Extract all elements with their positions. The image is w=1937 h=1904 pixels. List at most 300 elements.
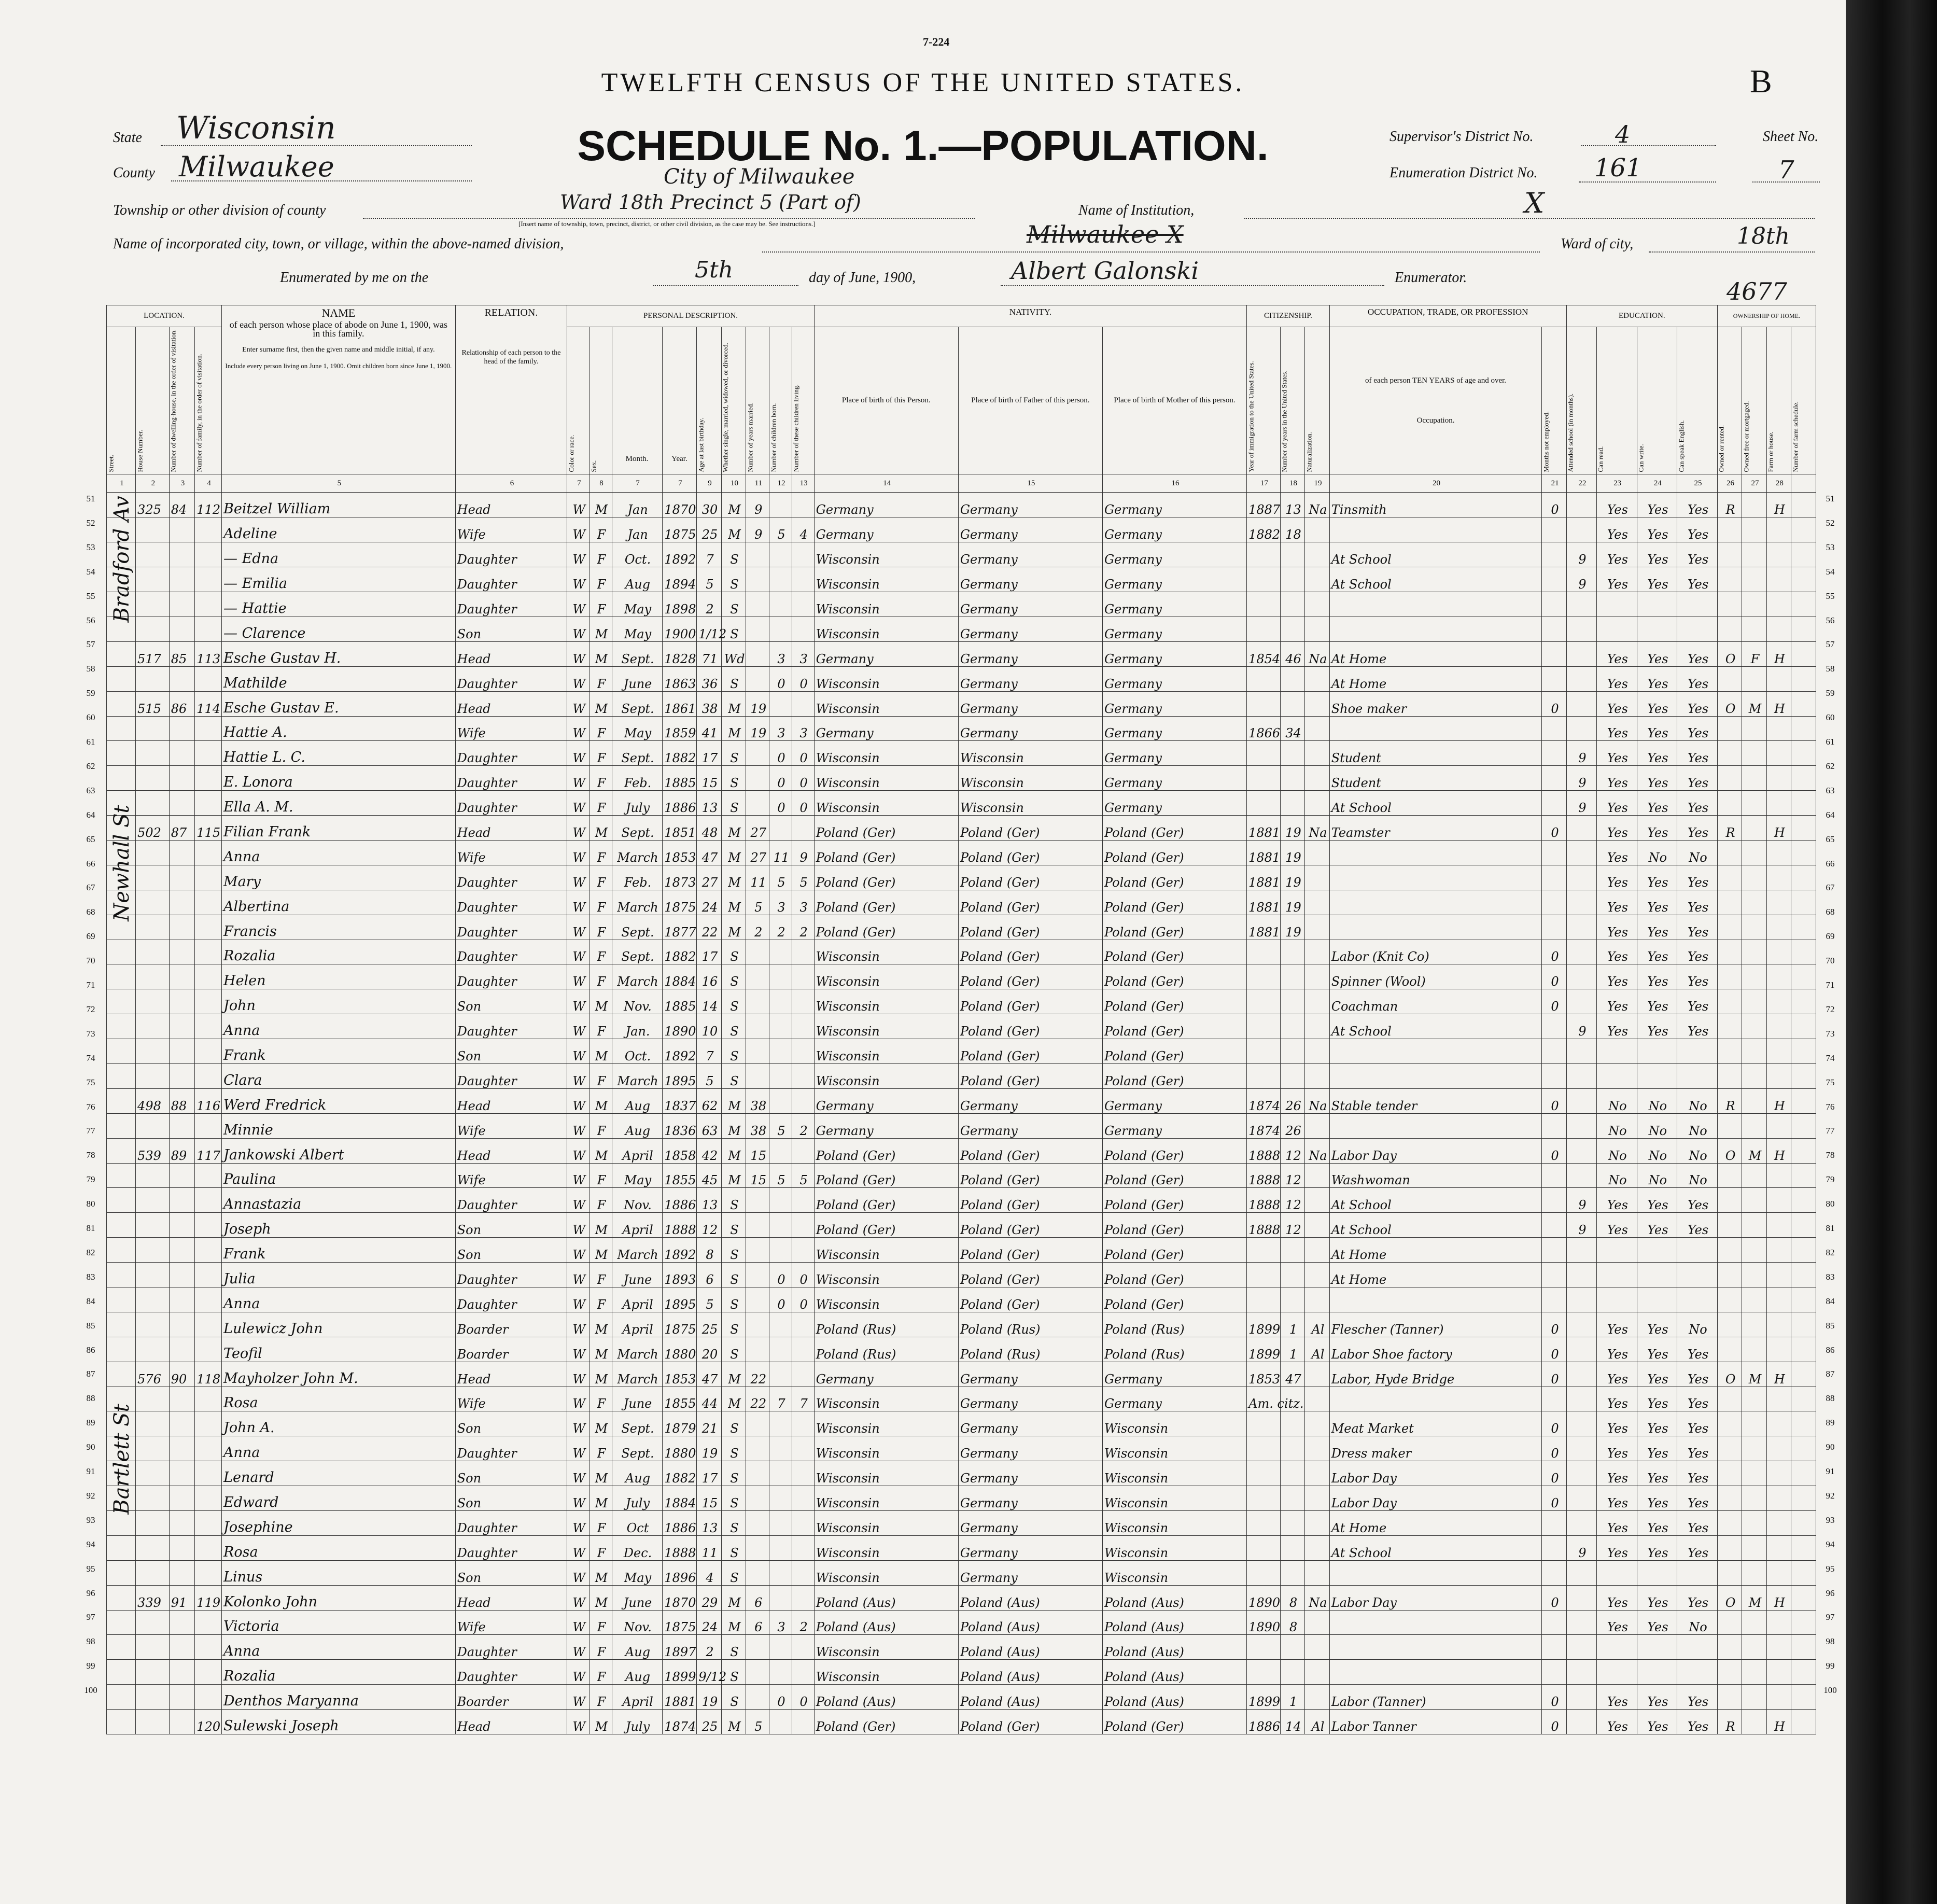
sex-cell: F	[589, 1511, 612, 1536]
children-living-cell	[792, 940, 814, 964]
occupation-cell: At School	[1329, 1014, 1542, 1039]
free-mortgaged-cell: M	[1742, 691, 1766, 716]
family-number-cell	[195, 1660, 222, 1685]
birth-month-cell: Sept.	[612, 915, 662, 940]
occupation-cell: At School	[1329, 567, 1542, 592]
table-row	[107, 1585, 1816, 1610]
owned-rented-cell	[1717, 1163, 1742, 1188]
birthplace-cell: Wisconsin	[814, 1387, 958, 1411]
line-number: 71	[1826, 980, 1835, 990]
can-read-cell	[1596, 1063, 1637, 1088]
mother-birthplace-cell: Germany	[1102, 542, 1246, 567]
naturalization-cell	[1305, 940, 1329, 964]
years-in-us-cell	[1280, 1560, 1304, 1585]
marital-status-cell: M	[721, 1113, 746, 1138]
immigration-year-cell	[1247, 1511, 1281, 1536]
age-cell: 27	[697, 865, 721, 890]
family-number-cell	[195, 1213, 222, 1238]
person-name-cell: John A.	[222, 1411, 456, 1436]
dwelling-number-cell: 84	[169, 493, 195, 517]
years-in-us-cell: 19	[1280, 890, 1304, 915]
birth-month-cell: Oct	[612, 1511, 662, 1536]
mother-birthplace-cell: Poland (Aus)	[1102, 1610, 1246, 1635]
color-cell: W	[567, 1163, 589, 1188]
birth-year-cell: 1893	[662, 1263, 697, 1287]
speaks-english-cell: Yes	[1677, 1362, 1718, 1387]
color-cell: W	[567, 1113, 589, 1138]
years-in-us-cell: 1	[1280, 1685, 1304, 1710]
birth-month-cell: Sept.	[612, 641, 662, 666]
person-name-cell: Mayholzer John M.	[222, 1362, 456, 1387]
line-number: 83	[86, 1271, 95, 1282]
naturalization-cell	[1305, 964, 1329, 989]
children-living-cell	[792, 1710, 814, 1734]
birth-year-cell: 1886	[662, 791, 697, 816]
age-cell: 5	[697, 1287, 721, 1312]
person-name-cell: Victoria	[222, 1610, 456, 1635]
years-married-cell: 5	[746, 1710, 769, 1734]
father-birthplace-cell: Germany	[958, 691, 1102, 716]
can-read-cell: Yes	[1596, 1213, 1637, 1238]
can-read-cell: Yes	[1596, 989, 1637, 1014]
color-cell: W	[567, 493, 589, 517]
owned-rented-cell	[1717, 1387, 1742, 1411]
father-birthplace-cell: Poland (Ger)	[958, 890, 1102, 915]
birthplace-cell: Wisconsin	[814, 1660, 958, 1685]
farm-house-cell	[1766, 1436, 1791, 1461]
relation-cell: Wife	[455, 1387, 567, 1411]
school-months-cell: 9	[1566, 791, 1596, 816]
occupation-cell	[1329, 1635, 1542, 1660]
farm-house-cell	[1766, 666, 1791, 691]
naturalization-cell	[1305, 1411, 1329, 1436]
can-read-cell: Yes	[1596, 964, 1637, 989]
person-name-cell: Sulewski Joseph	[222, 1710, 456, 1734]
father-birthplace-cell: Poland (Aus)	[958, 1660, 1102, 1685]
sex-cell: F	[589, 1188, 612, 1213]
children-born-cell	[769, 1362, 792, 1387]
school-months-cell	[1566, 1461, 1596, 1486]
years-married-cell	[746, 641, 769, 666]
dwelling-number-cell: 88	[169, 1088, 195, 1113]
occupation-cell	[1329, 1287, 1542, 1312]
person-name-cell: Frank	[222, 1238, 456, 1263]
farm-house-cell	[1766, 791, 1791, 816]
line-number: 98	[1826, 1636, 1835, 1647]
children-born-cell	[769, 1461, 792, 1486]
dwelling-number-cell	[169, 1188, 195, 1213]
color-cell: W	[567, 617, 589, 641]
column-number: 20	[1329, 474, 1542, 493]
naturalization-cell	[1305, 1387, 1329, 1411]
owned-rented-cell	[1717, 915, 1742, 940]
years-in-us-cell	[1280, 1063, 1304, 1088]
birth-month-cell: May	[612, 617, 662, 641]
immigration-year-cell	[1247, 1039, 1281, 1064]
can-write-cell: Yes	[1637, 1188, 1677, 1213]
mother-birthplace-cell: Wisconsin	[1102, 1411, 1246, 1436]
speaks-english-cell: Yes	[1677, 865, 1718, 890]
birth-month-cell: Aug	[612, 1113, 662, 1138]
farm-schedule-cell	[1791, 716, 1816, 741]
house-number-cell	[136, 1014, 170, 1039]
age-cell: 17	[697, 940, 721, 964]
age-cell: 2	[697, 592, 721, 617]
free-mortgaged-cell	[1742, 1238, 1766, 1263]
school-months-cell	[1566, 1163, 1596, 1188]
mother-birthplace-cell: Germany	[1102, 617, 1246, 641]
father-birthplace-cell: Poland (Ger)	[958, 1014, 1102, 1039]
can-write-cell: Yes	[1637, 1610, 1677, 1635]
person-name-cell: Mathilde	[222, 666, 456, 691]
color-cell: W	[567, 1511, 589, 1536]
owned-rented-cell	[1717, 1660, 1742, 1685]
dwelling-number-cell	[169, 1486, 195, 1511]
farm-house-cell	[1766, 1610, 1791, 1635]
table-row	[107, 493, 1816, 517]
line-number: 74	[1826, 1053, 1835, 1063]
sex-cell: F	[589, 1535, 612, 1560]
mother-birthplace-cell: Wisconsin	[1102, 1535, 1246, 1560]
speaks-english-cell: Yes	[1677, 1511, 1718, 1536]
family-number-cell	[195, 1436, 222, 1461]
years-married-col: Number of years married.	[746, 327, 769, 474]
age-cell: 12	[697, 1213, 721, 1238]
line-number: 98	[86, 1636, 95, 1647]
farm-house-cell	[1766, 1238, 1791, 1263]
family-number-cell: 120	[195, 1710, 222, 1734]
naturalization-cell	[1305, 1188, 1329, 1213]
owned-rented-cell	[1717, 940, 1742, 964]
children-born-cell: 11	[769, 840, 792, 865]
birth-year-cell: 1875	[662, 890, 697, 915]
person-name-cell: Lulewicz John	[222, 1312, 456, 1337]
person-name-cell: Anna	[222, 1014, 456, 1039]
age-cell: 16	[697, 964, 721, 989]
dwelling-number-cell	[169, 1461, 195, 1486]
relation-cell: Boarder	[455, 1685, 567, 1710]
occupation-cell	[1329, 1113, 1542, 1138]
line-number: 81	[1826, 1223, 1835, 1233]
table-row	[107, 1486, 1816, 1511]
speaks-english-cell: Yes	[1677, 816, 1718, 841]
birthplace-cell: Wisconsin	[814, 791, 958, 816]
line-number: 54	[1826, 566, 1835, 577]
house-number-cell	[136, 1486, 170, 1511]
table-row	[107, 1436, 1816, 1461]
line-number: 55	[86, 591, 95, 601]
write-col: Can write.	[1637, 327, 1677, 474]
occupation-cell: Labor Tanner	[1329, 1710, 1542, 1734]
free-mortgaged-cell	[1742, 1486, 1766, 1511]
children-born-cell: 2	[769, 915, 792, 940]
owned-rented-cell	[1717, 964, 1742, 989]
person-name-cell: Helen	[222, 964, 456, 989]
immigration-year-cell: 1881	[1247, 840, 1281, 865]
house-number-cell	[136, 1535, 170, 1560]
years-in-us-cell: 18	[1280, 517, 1304, 542]
age-cell: 20	[697, 1337, 721, 1362]
immigration-year-cell: 1890	[1247, 1610, 1281, 1635]
age-cell: 19	[697, 1685, 721, 1710]
line-number: 86	[1826, 1345, 1835, 1355]
months-unemployed-cell: 0	[1542, 964, 1566, 989]
person-name-cell: — Emilia	[222, 567, 456, 592]
years-in-us-cell: 1	[1280, 1312, 1304, 1337]
speaks-english-cell	[1677, 1238, 1718, 1263]
family-col: Number of family, in the order of visitation.	[195, 327, 222, 474]
family-number-cell	[195, 840, 222, 865]
line-number: 65	[1826, 834, 1835, 844]
pob-mother-col: Place of birth of Mother of this person.	[1102, 327, 1246, 474]
months-unemployed-cell: 0	[1542, 1585, 1566, 1610]
mother-birthplace-cell: Germany	[1102, 567, 1246, 592]
father-birthplace-cell: Poland (Ger)	[958, 989, 1102, 1014]
table-row	[107, 1088, 1816, 1113]
person-name-cell: Mary	[222, 865, 456, 890]
house-number-cell	[136, 1387, 170, 1411]
children-born-cell	[769, 1560, 792, 1585]
can-read-cell: Yes	[1596, 1461, 1637, 1486]
age-cell: 62	[697, 1088, 721, 1113]
institution-label: Name of Institution,	[1078, 202, 1195, 218]
father-birthplace-cell: Poland (Aus)	[958, 1685, 1102, 1710]
farm-schedule-cell	[1791, 1535, 1816, 1560]
line-number: 94	[86, 1539, 95, 1549]
occupation-cell	[1329, 1063, 1542, 1088]
owned-rented-cell	[1717, 1188, 1742, 1213]
naturalization-cell	[1305, 1560, 1329, 1585]
years-married-cell	[746, 1312, 769, 1337]
relation-header	[455, 305, 567, 474]
occupation-cell: At School	[1329, 1535, 1542, 1560]
school-months-cell	[1566, 1436, 1596, 1461]
street-cell	[107, 1088, 136, 1113]
free-mortgaged-cell	[1742, 1337, 1766, 1362]
school-months-cell	[1566, 517, 1596, 542]
naturalization-cell	[1305, 1635, 1329, 1660]
family-number-cell	[195, 940, 222, 964]
farm-schedule-cell	[1791, 1436, 1816, 1461]
mother-birthplace-cell: Poland (Ger)	[1102, 1188, 1246, 1213]
marital-status-cell: S	[721, 940, 746, 964]
can-read-cell: Yes	[1596, 517, 1637, 542]
line-number: 88	[86, 1393, 95, 1404]
owned-rented-cell	[1717, 1461, 1742, 1486]
occupation-sub: of each person TEN YEARS of age and over.	[1365, 376, 1507, 385]
table-row	[107, 1635, 1816, 1660]
naturalization-cell	[1305, 1511, 1329, 1536]
months-unemployed-cell	[1542, 716, 1566, 741]
mother-birthplace-cell: Poland (Ger)	[1102, 1238, 1246, 1263]
occupation-cell: Labor Day	[1329, 1461, 1542, 1486]
free-mortgaged-cell	[1742, 840, 1766, 865]
years-in-us-cell: 19	[1280, 840, 1304, 865]
birthplace-cell: Poland (Ger)	[814, 915, 958, 940]
father-birthplace-cell: Poland (Ger)	[958, 1063, 1102, 1088]
school-months-cell	[1566, 989, 1596, 1014]
house-number-cell	[136, 1337, 170, 1362]
dwelling-number-cell	[169, 890, 195, 915]
years-married-cell	[746, 1263, 769, 1287]
farm-schedule-cell	[1791, 890, 1816, 915]
speaks-english-cell: Yes	[1677, 1188, 1718, 1213]
birth-year-cell: 1870	[662, 1585, 697, 1610]
farm-house-cell: H	[1766, 641, 1791, 666]
farm-schedule-cell	[1791, 1560, 1816, 1585]
marital-status-cell: S	[721, 741, 746, 766]
children-born-cell: 3	[769, 641, 792, 666]
naturalization-cell	[1305, 1213, 1329, 1238]
free-mortgaged-cell	[1742, 1014, 1766, 1039]
age-cell: 47	[697, 840, 721, 865]
dwelling-number-cell	[169, 1560, 195, 1585]
column-number: 8	[589, 474, 612, 493]
relation-cell: Head	[455, 1088, 567, 1113]
dwelling-number-cell	[169, 766, 195, 791]
years-in-us-cell: 46	[1280, 641, 1304, 666]
immigration-year-cell: 1874	[1247, 1113, 1281, 1138]
children-living-cell: 3	[792, 890, 814, 915]
color-cell: W	[567, 1337, 589, 1362]
months-unemployed-cell	[1542, 741, 1566, 766]
school-months-cell	[1566, 1635, 1596, 1660]
mother-birthplace-cell: Wisconsin	[1102, 1560, 1246, 1585]
birth-month-cell: Sept.	[612, 741, 662, 766]
immigration-year-cell	[1247, 1535, 1281, 1560]
line-number: 59	[1826, 688, 1835, 698]
mother-birthplace-cell: Germany	[1102, 691, 1246, 716]
marital-status-cell: M	[721, 1362, 746, 1387]
immigration-year-cell: 1899	[1247, 1685, 1281, 1710]
can-read-cell: Yes	[1596, 1436, 1637, 1461]
birthplace-cell: Wisconsin	[814, 1238, 958, 1263]
birthplace-cell: Wisconsin	[814, 1436, 958, 1461]
marital-status-cell: S	[721, 542, 746, 567]
birth-year-cell: 1863	[662, 666, 697, 691]
free-mortgaged-cell	[1742, 865, 1766, 890]
owned-rented-cell	[1717, 1063, 1742, 1088]
color-cell: W	[567, 1387, 589, 1411]
age-cell: 2	[697, 1635, 721, 1660]
birthplace-cell: Wisconsin	[814, 741, 958, 766]
person-name-cell: Kolonko John	[222, 1585, 456, 1610]
farm-house-cell	[1766, 1063, 1791, 1088]
immigration-year-cell	[1247, 1411, 1281, 1436]
house-number-cell	[136, 1461, 170, 1486]
naturalization-cell	[1305, 840, 1329, 865]
family-number-cell	[195, 964, 222, 989]
father-birthplace-cell: Germany	[958, 1411, 1102, 1436]
naturalization-cell	[1305, 716, 1329, 741]
column-number: 7	[612, 474, 662, 493]
line-number: 66	[1826, 858, 1835, 869]
person-name-cell: Rosa	[222, 1387, 456, 1411]
can-read-cell: Yes	[1596, 915, 1637, 940]
table-row	[107, 1660, 1816, 1685]
mother-birthplace-cell: Poland (Aus)	[1102, 1685, 1246, 1710]
person-name-cell: E. Lonora	[222, 766, 456, 791]
school-months-cell	[1566, 592, 1596, 617]
speaks-english-cell: Yes	[1677, 691, 1718, 716]
farm-schedule-cell	[1791, 1337, 1816, 1362]
age-cell: 42	[697, 1138, 721, 1163]
free-mortgaged-cell	[1742, 716, 1766, 741]
person-name-cell: Clara	[222, 1063, 456, 1088]
line-number: 96	[86, 1588, 95, 1598]
immigration-year-cell	[1247, 1063, 1281, 1088]
relation-cell: Daughter	[455, 567, 567, 592]
farm-schedule-cell	[1791, 1138, 1816, 1163]
line-number: 76	[1826, 1101, 1835, 1112]
family-number-cell	[195, 517, 222, 542]
farm-schedule-cell	[1791, 517, 1816, 542]
relation-cell: Son	[455, 1560, 567, 1585]
color-cell: W	[567, 1560, 589, 1585]
dwelling-number-cell	[169, 1436, 195, 1461]
father-birthplace-cell: Germany	[958, 716, 1102, 741]
education-header: EDUCATION.	[1566, 305, 1717, 327]
can-read-cell: Yes	[1596, 493, 1637, 517]
can-write-cell: Yes	[1637, 641, 1677, 666]
sex-cell: F	[589, 567, 612, 592]
relation-cell: Wife	[455, 1113, 567, 1138]
children-living-cell	[792, 1585, 814, 1610]
owned-rented-cell	[1717, 517, 1742, 542]
farm-house-cell	[1766, 1411, 1791, 1436]
sex-cell: M	[589, 1138, 612, 1163]
dwelling-number-cell	[169, 1387, 195, 1411]
color-cell: W	[567, 1486, 589, 1511]
age-cell: 7	[697, 1039, 721, 1064]
house-number-cell	[136, 1436, 170, 1461]
father-birthplace-cell: Poland (Aus)	[958, 1585, 1102, 1610]
speaks-english-cell: Yes	[1677, 791, 1718, 816]
stamp-number: 4677	[1727, 277, 1788, 305]
naturalization-cell	[1305, 1461, 1329, 1486]
free-mortgaged-cell	[1742, 1535, 1766, 1560]
relation-cell: Wife	[455, 1610, 567, 1635]
mother-birthplace-cell: Poland (Ger)	[1102, 1710, 1246, 1734]
school-months-cell	[1566, 1138, 1596, 1163]
dwelling-number-cell	[169, 940, 195, 964]
father-birthplace-cell: Germany	[958, 641, 1102, 666]
age-cell: 45	[697, 1163, 721, 1188]
months-unemployed-cell	[1542, 1610, 1566, 1635]
speaks-english-cell	[1677, 1287, 1718, 1312]
farm-schedule-cell	[1791, 1188, 1816, 1213]
marital-status-cell: M	[721, 691, 746, 716]
months-unemployed-cell	[1542, 915, 1566, 940]
can-write-cell: Yes	[1637, 989, 1677, 1014]
farm-house-cell	[1766, 1685, 1791, 1710]
children-born-cell	[769, 1213, 792, 1238]
schedule-title: SCHEDULE No. 1.—POPULATION.	[577, 122, 1269, 170]
children-born-cell	[769, 1337, 792, 1362]
naturalization-cell	[1305, 1660, 1329, 1685]
dwelling-number-cell	[169, 1411, 195, 1436]
birth-month-cell: Aug	[612, 1660, 662, 1685]
can-write-cell: Yes	[1637, 1461, 1677, 1486]
relation-cell: Daughter	[455, 1436, 567, 1461]
years-married-cell	[746, 567, 769, 592]
naturalization-cell	[1305, 691, 1329, 716]
children-born-cell	[769, 1535, 792, 1560]
marital-status-cell: S	[721, 1511, 746, 1536]
can-write-cell: No	[1637, 1113, 1677, 1138]
color-cell: W	[567, 1063, 589, 1088]
can-write-cell: Yes	[1637, 915, 1677, 940]
